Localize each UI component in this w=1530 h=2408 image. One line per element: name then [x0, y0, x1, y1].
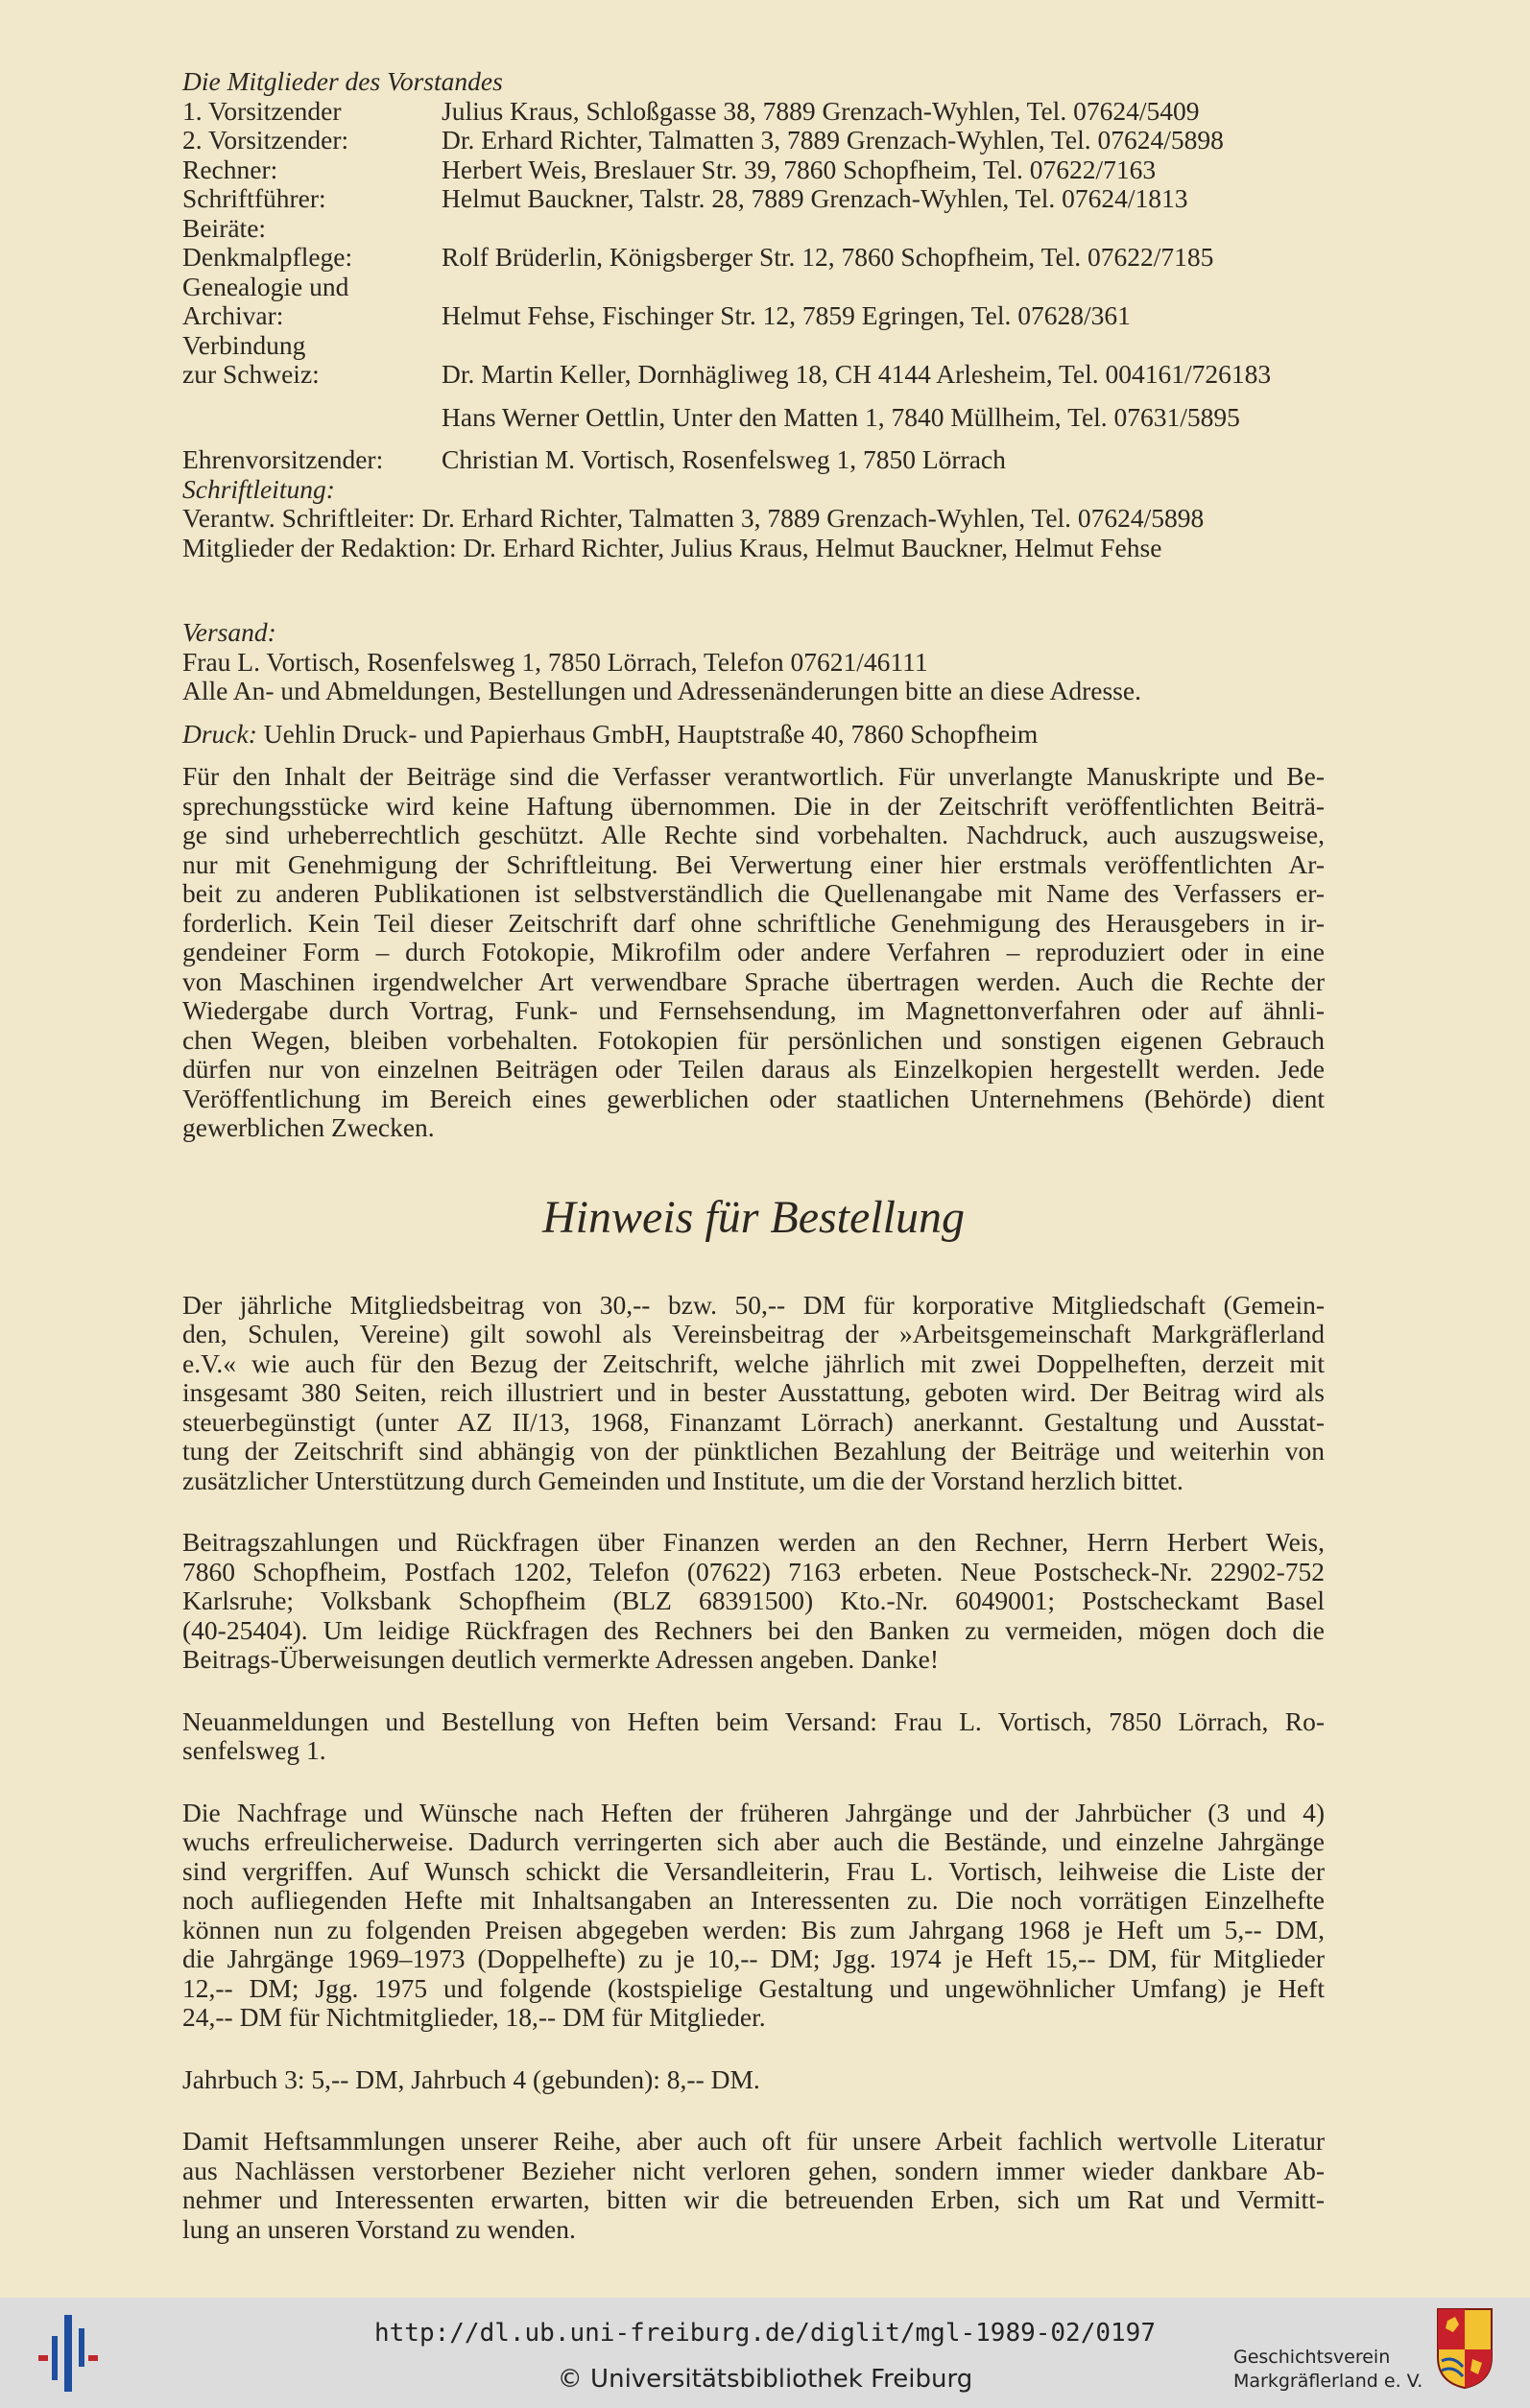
board-row — [182, 360, 1325, 390]
board-role: Denkmalpflege: — [182, 242, 353, 272]
text-line: 12,-- DM; Jgg. 1975 und folgende (kostspielige Gestaltung und ungewöhnlicher Umfang) je Heft — [182, 1972, 1325, 2003]
text-line: insgesamt 380 Seiten, reich illustriert und in bester Ausstattung, geboten wird. Der Beitrag wird als — [182, 1377, 1325, 1407]
text-line: Neuanmeldungen und Bestellung von Heften beim Versand: Frau L. Vortisch, 7850 Lörrach, Ro- — [182, 1705, 1325, 1736]
text-line: senfelsweg 1. — [182, 1735, 326, 1765]
copyright-notice: © Universitätsbibliothek Freiburg — [557, 2365, 973, 2394]
order-paragraph — [182, 1799, 1325, 2033]
page-content — [182, 67, 1325, 2244]
board-member: Helmut Fehse, Fischinger Str. 12, 7859 Egringen, Tel. 07628/361 — [442, 300, 1131, 330]
coat-of-arms-icon — [1436, 2307, 1494, 2390]
text-line: zusätzlicher Unterstützung durch Gemeinden und Institute, um die der Vorstand herzlich bittet. — [182, 1465, 1183, 1495]
text-line: (40-25404). Um leidige Rückfragen des Rechners bei den Banken zu vermeiden, mögen doch die — [182, 1614, 1325, 1645]
board-role: 1. Vorsitzender — [182, 95, 342, 126]
text-line: Wiedergabe durch Vortrag, Funk- und Fernsehsendung, im Magnettonverfahren oder auf ähnli- — [182, 995, 1325, 1025]
text-line: Für den Inhalt der Beiträge sind die Verfasser verantwortlich. Für unverlangte Manuskripte und Be- — [182, 761, 1325, 791]
board-role: zur Schweiz: — [182, 359, 320, 389]
text-line: Karlsruhe; Volksbank Schopfheim (BLZ 68391500) Kto.-Nr. 6049001; Postscheckamt Basel — [182, 1585, 1325, 1615]
board-member — [442, 331, 1325, 361]
text-line: chen Wegen, bleiben vorbehalten. Fotokopien für persönlichen und sonstigen eigenen Gebrauch — [182, 1024, 1325, 1055]
board-row — [182, 301, 1325, 331]
text-line: e.V.« wie auch für den Bezug der Zeitschrift, welche jährlich mit zwei Doppelheften, derzeit mit — [182, 1347, 1325, 1378]
board-role: Archivar: — [182, 300, 284, 330]
order-paragraph: Jahrbuch 3: 5,-- DM, Jahrbuch 4 (gebunden): 8,-- DM. — [182, 2063, 760, 2094]
text-line: nur mit Genehmigung der Schriftleitung. Bei Verwertung einer hier erstmals veröffentlichten Ar- — [182, 848, 1325, 879]
text-line: lung an unseren Vorstand zu wenden. — [182, 2213, 576, 2244]
order-paragraph — [182, 1707, 1325, 1766]
text-line: gendeiner Form – durch Fotokopie, Mikrofilm oder andere Verfahren – reproduziert oder in eine — [182, 937, 1325, 966]
permalink-url[interactable]: http://dl.ub.uni-freiburg.de/diglit/mgl-1989-02/0197 — [374, 2319, 1156, 2348]
shipping-heading: Versand: — [182, 617, 276, 647]
board-member: Dr. Martin Keller, Dornhägliweg 18, CH 4144 Arlesheim, Tel. 004161/726183 — [442, 359, 1272, 389]
board-row — [182, 184, 1325, 214]
board-list — [182, 97, 1325, 475]
text-line: forderlich. Kein Teil dieser Zeitschrift darf ohne schriftliche Genehmigung des Herausgebers in ir- — [182, 907, 1325, 938]
shipping-line: Frau L. Vortisch, Rosenfelsweg 1, 7850 Lörrach, Telefon 07621/46111 — [182, 646, 928, 677]
text-line: den, Schulen, Vereine) gilt sowohl als Vereinsbeitrag der »Arbeitsgemeinschaft Markgräflerland — [182, 1319, 1325, 1348]
board-member: Helmut Bauckner, Talstr. 28, 7889 Grenzach-Wyhlen, Tel. 07624/1813 — [442, 183, 1188, 213]
board-row — [182, 445, 1325, 475]
text-line: steuerbegünstigt (unter AZ II/13, 1968, Finanzamt Lörrach) anerkannt. Gestaltung und Ausstat- — [182, 1406, 1325, 1437]
text-line: Die Nachfrage und Wünsche nach Heften der früheren Jahrgänge und der Jahrbücher (3 und 4) — [182, 1797, 1325, 1827]
text-line: sind vergriffen. Auf Wunsch schickt die Versandleiterin, Frau L. Vortisch, leihweise die Liste der — [182, 1855, 1325, 1886]
board-member — [442, 273, 1325, 302]
board-member: Hans Werner Oettlin, Unter den Matten 1, 7840 Müllheim, Tel. 07631/5895 — [442, 401, 1240, 432]
board-role: Verbindung — [182, 329, 306, 360]
board-row — [182, 403, 1325, 433]
text-line: noch aufliegenden Hefte mit Inhaltsangaben an Interessenten zu. Die noch vorrätigen Einzelhefte — [182, 1885, 1325, 1915]
editorial-heading: Schriftleitung: — [182, 473, 335, 504]
board-role: Genealogie und — [182, 271, 349, 301]
text-line: beit zu anderen Publikationen ist selbstverständlich die Quellenangabe mit Name des Verfassers er- — [182, 878, 1325, 908]
text-line: dürfen nur von einzelnen Beiträgen oder Teilen daraus als Einzelkopien hergestellt werden. Jede — [182, 1054, 1325, 1084]
shipping-line: Alle An- und Abmeldungen, Bestellungen und Adressenänderungen bitte an diese Adresse. — [182, 676, 1141, 705]
board-row — [182, 126, 1325, 155]
board-member: Julius Kraus, Schloßgasse 38, 7889 Grenzach-Wyhlen, Tel. 07624/5409 — [442, 95, 1200, 126]
text-line: nehmer und Interessenten erwarten, bitten wir die betreuenden Erben, sich um Rat und Vermitt- — [182, 2184, 1325, 2214]
text-line: Beitrags-Überweisungen deutlich vermerkte Adressen angeben. Danke! — [182, 1644, 940, 1674]
editorial-line: Mitglieder der Redaktion: Dr. Erhard Richter, Julius Kraus, Helmut Bauckner, Helmut Fehse — [182, 532, 1162, 562]
text-line: Beitragszahlungen und Rückfragen über Finanzen werden an den Rechner, Herrn Herbert Weis, — [182, 1527, 1325, 1557]
text-line: von Maschinen irgendwelcher Art verwendbare Sprache übertragen werden. Auch die Rechte der — [182, 966, 1325, 996]
text-line: gewerblichen Zwecken. — [182, 1112, 435, 1142]
text-line: 7860 Schopfheim, Postfach 1202, Telefon (07622) 7163 erbeten. Neue Postscheck-Nr. 22902-752 — [182, 1556, 1325, 1586]
board-member: Dr. Erhard Richter, Talmatten 3, 7889 Grenzach-Wyhlen, Tel. 07624/5898 — [442, 125, 1224, 155]
text-line: die Jahrgänge 1969–1973 (Doppelhefte) zu je 10,-- DM; Jgg. 1974 je Heft 15,-- DM, für Mitglieder — [182, 1943, 1325, 1973]
board-row — [182, 273, 1325, 302]
text-line: können nun zu folgenden Preisen abgegeben werden: Bis zum Jahrgang 1968 je Heft um 5,-- DM, — [182, 1914, 1325, 1944]
board-row — [182, 243, 1325, 273]
board-heading: Die Mitglieder des Vorstandes — [182, 66, 503, 96]
editorial-line: Verantw. Schriftleiter: Dr. Erhard Richter, Talmatten 3, 7889 Grenzach-Wyhlen, Tel. 07624/5898 — [182, 503, 1205, 533]
text-line: Der jährliche Mitgliedsbeitrag von 30,-- bzw. 50,-- DM für korporative Mitgliedschaft (Gemein- — [182, 1289, 1325, 1320]
text-line: Veröffentlichung im Bereich eines gewerblichen oder staatlichen Unternehmens (Behörde) dient — [182, 1083, 1325, 1113]
text-line: wuchs erfreulicherweise. Dadurch verringerten sich aber auch die Bestände, und einzelne Jahrgänge — [182, 1826, 1325, 1856]
board-row — [182, 155, 1325, 185]
order-paragraph — [182, 1528, 1325, 1675]
board-member: Christian M. Vortisch, Rosenfelsweg 1, 7850 Lörrach — [442, 444, 1006, 474]
print-line — [182, 720, 1325, 750]
board-role: Schriftführer: — [182, 183, 326, 213]
society-name-line: Geschichtsverein — [1233, 2347, 1391, 2368]
board-member — [442, 214, 1325, 244]
order-heading: Hinweis für Bestellung — [542, 1191, 965, 1243]
text-line: tung der Zeitschrift sind abhängig von der pünktlichen Bezahlung der Beiträge und weiterhin von — [182, 1436, 1325, 1466]
board-member: Rolf Brüderlin, Königsberger Str. 12, 7860 Schopfheim, Tel. 07622/7185 — [442, 242, 1214, 272]
board-role: Ehrenvorsitzender: — [182, 444, 384, 474]
disclaimer-paragraph — [182, 762, 1325, 1143]
board-row — [182, 97, 1325, 127]
text-line: aus Nachlässen verstorbener Bezieher nicht verloren gehen, sondern immer wieder dankbare Ab- — [182, 2155, 1325, 2185]
board-role: Beiräte: — [182, 212, 267, 243]
footer-bar — [0, 2298, 1530, 2408]
text-line: ge sind urheberrechtlich geschützt. Alle Rechte sind vorbehalten. Nachdruck, auch auszugsweise, — [182, 820, 1325, 849]
text-line: 24,-- DM für Nichtmitglieder, 18,-- DM für Mitglieder. — [182, 2002, 766, 2032]
society-name-line: Markgräflerland e. V. — [1233, 2371, 1423, 2392]
order-paragraph — [182, 1291, 1325, 1496]
text-line: sprechungsstücke wird keine Haftung übernommen. Die in der Zeitschrift veröffentlichten Beiträ- — [182, 790, 1325, 821]
print-label: Druck: — [182, 718, 257, 749]
order-paragraph — [182, 2127, 1325, 2244]
text-line: Damit Heftsammlungen unserer Reihe, aber auch oft für unsere Arbeit fachlich wertvolle Literatur — [182, 2126, 1325, 2156]
board-row — [182, 331, 1325, 361]
board-role: Rechner: — [182, 154, 278, 184]
board-member: Herbert Weis, Breslauer Str. 39, 7860 Schopfheim, Tel. 07622/7163 — [442, 154, 1157, 184]
board-role: 2. Vorsitzender: — [182, 125, 349, 155]
board-row — [182, 214, 1325, 244]
society-name — [1233, 2346, 1422, 2394]
print-value: Uehlin Druck- und Papierhaus GmbH, Hauptstraße 40, 7860 Schopfheim — [263, 718, 1039, 749]
